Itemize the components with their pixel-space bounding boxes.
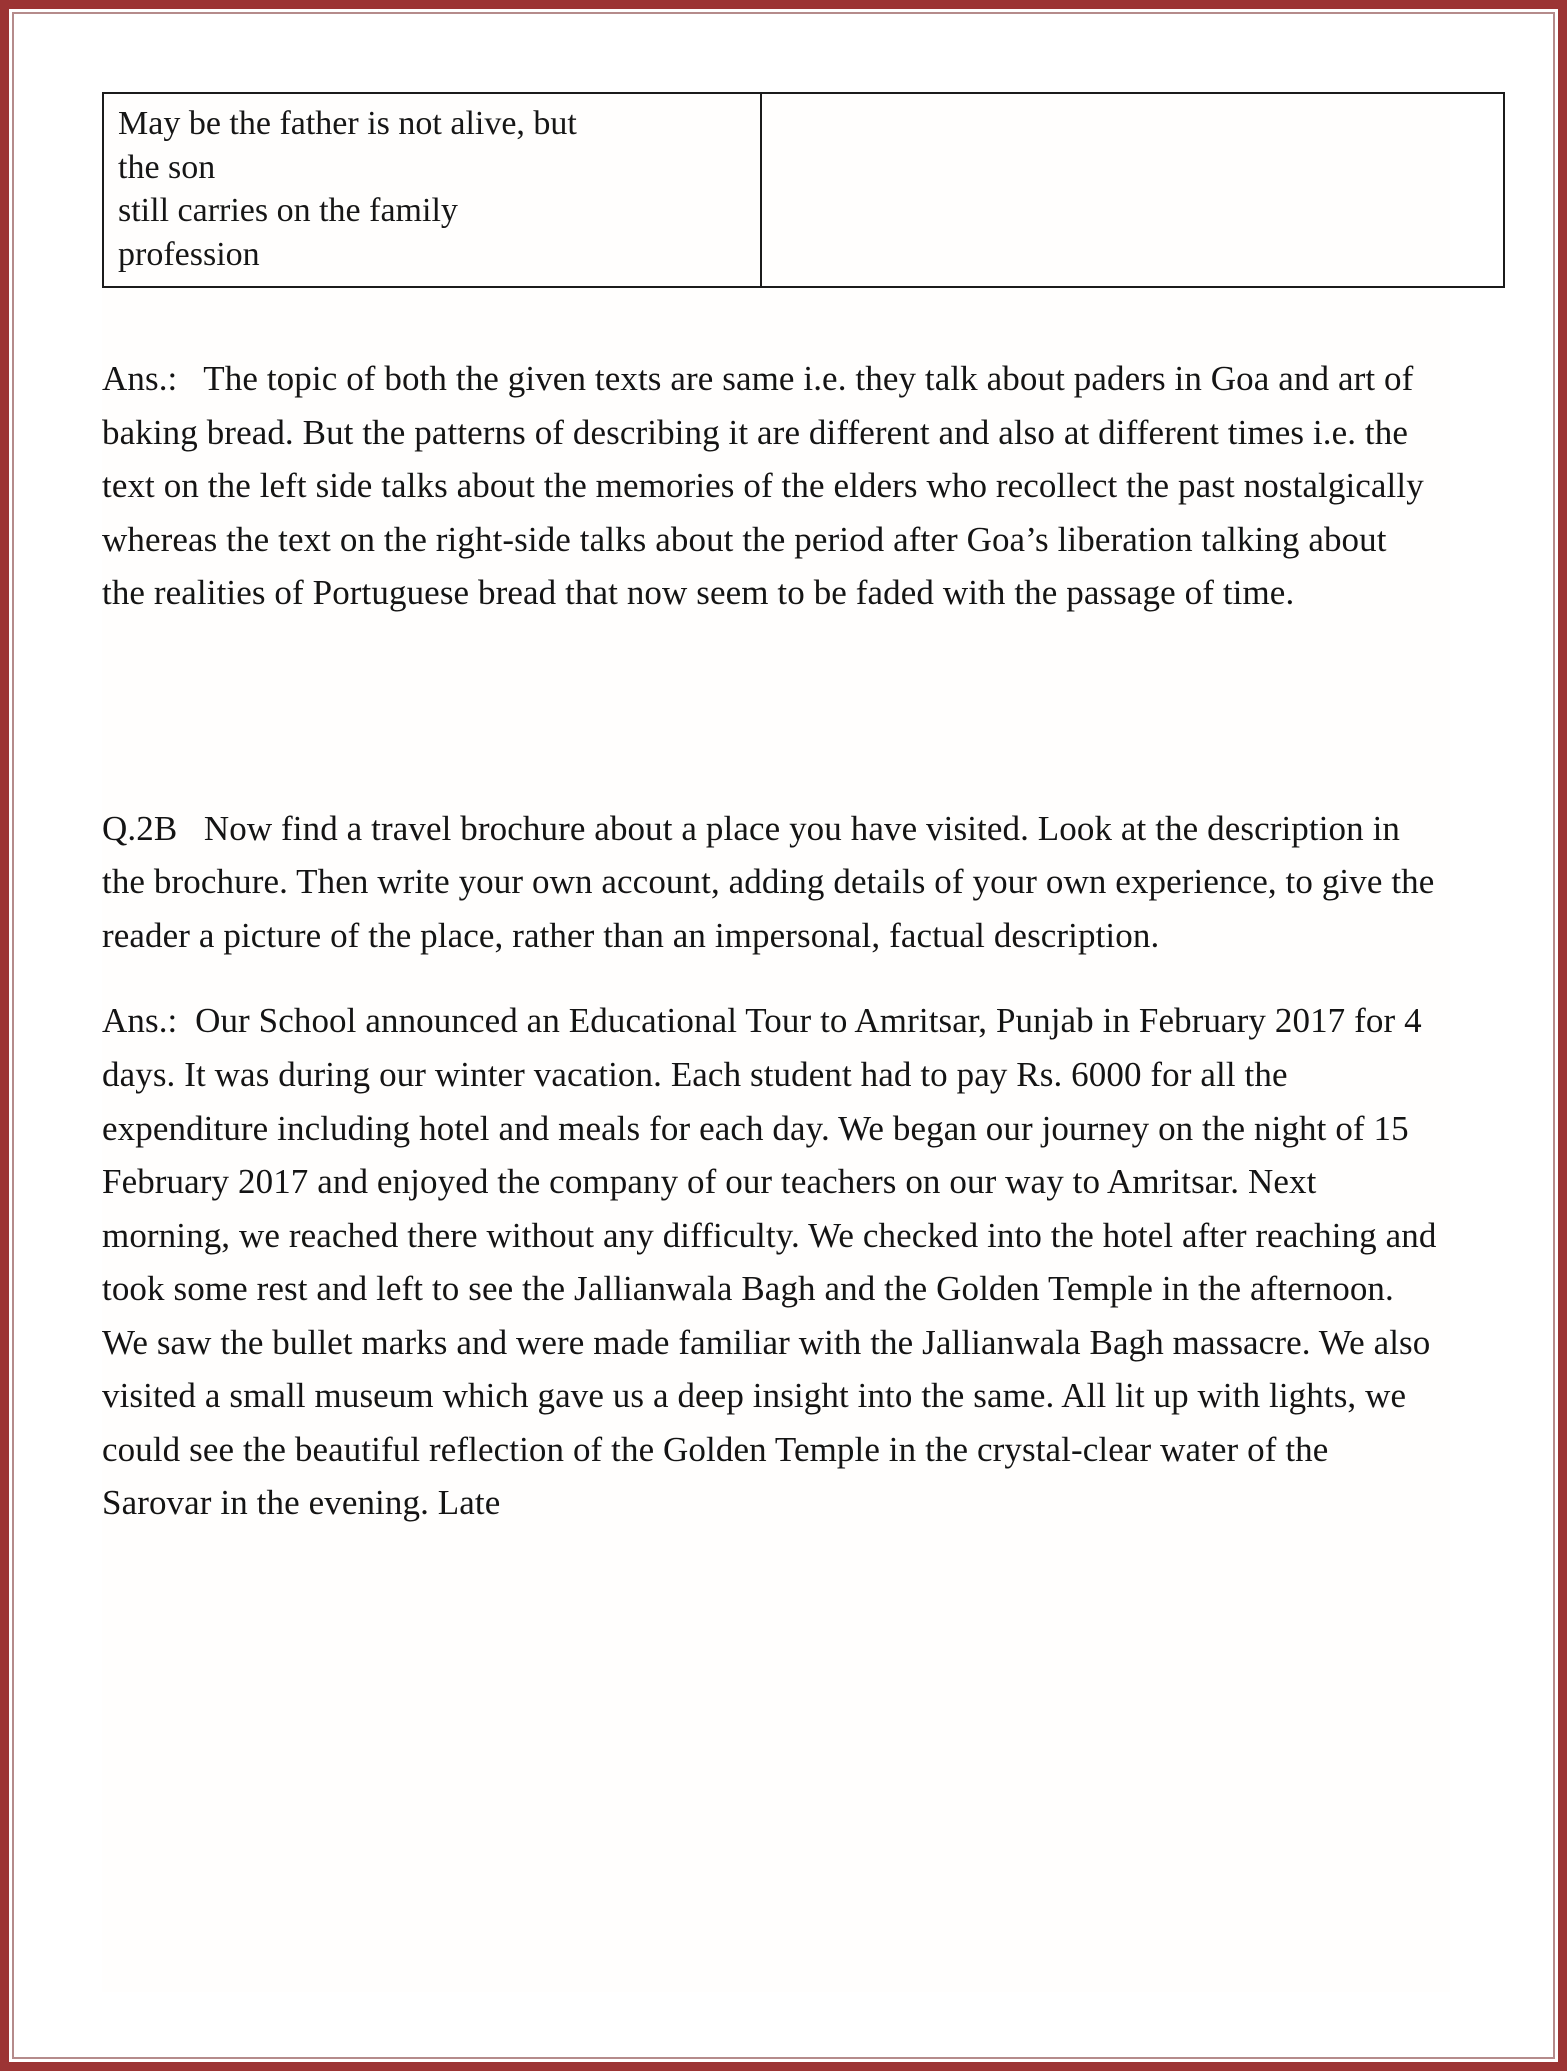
answer-1-label: Ans.: xyxy=(102,359,178,399)
document-content xyxy=(102,92,1450,1992)
page-frame-inner-line xyxy=(9,9,1558,2062)
table-cell-left-excerpt xyxy=(103,93,761,287)
answer-2-gap xyxy=(177,1001,195,1040)
table-cell-right-excerpt xyxy=(761,93,1504,287)
question-2b-gap xyxy=(177,809,204,848)
excerpt-line: May be the father is not alive, but xyxy=(118,105,577,142)
document-page xyxy=(12,12,1555,2059)
excerpt-line: profession xyxy=(118,235,260,273)
answer-2-text: Our School announced an Educational Tour to Amritsar, Punjab in February 2017 for 4 days. It was during our winter vacation. Each student had to pay Rs. 6000 for all the expenditure including hotel and meals for each day. We began our journey on the night of 15 February 2017 and enjoyed the company of our teachers on our way to Amritsar. Next morning, we reached there without any difficulty. We checked into the hotel after reaching and took some rest and left to see the Jallianwala Bagh and the Golden Temple in the afternoon. We saw the bullet marks and were made familiar with the Jallianwala Bagh massacre. We also visited a small museum which gave us a deep insight into the same. All lit up with lights, we could see the beautiful reflection of the Golden Temple in the crystal-clear water of the Sarovar in the evening. Late xyxy=(102,1001,1437,1523)
answer-2-label: Ans.: xyxy=(102,1001,178,1041)
answer-2-paragraph xyxy=(102,994,1437,1529)
table-row xyxy=(103,93,1504,287)
answer-1-text: The topic of both the given texts are same i.e. they talk about paders in Goa and art of baking bread. But the patterns of describing it are different and also at different times i.e. the text on the left side talks about the memories of the elders who recollect the past nostalgically whereas the text on the right-side talks about the period after Goa’s liberation talking about the realities of Portuguese bread that now seem to be faded with the passage of time. xyxy=(102,359,1424,613)
excerpt-line: the son xyxy=(118,148,216,186)
excerpt-line: still carries on the family xyxy=(118,192,458,230)
excerpt-comparison-table xyxy=(102,92,1505,288)
answer-1-paragraph xyxy=(102,352,1432,620)
question-2b-text: Now find a travel brochure about a place you have visited. Look at the description in the brochure. Then write your own account, adding details of your own experience, to give the reader a picture of the place, rather than an impersonal, factual description. xyxy=(102,808,1435,955)
answer-1-gap xyxy=(177,359,203,398)
question-2b-paragraph xyxy=(102,802,1437,963)
bottom-spacer xyxy=(102,1530,1450,1570)
question-2b-label: Q.2B xyxy=(102,808,178,848)
